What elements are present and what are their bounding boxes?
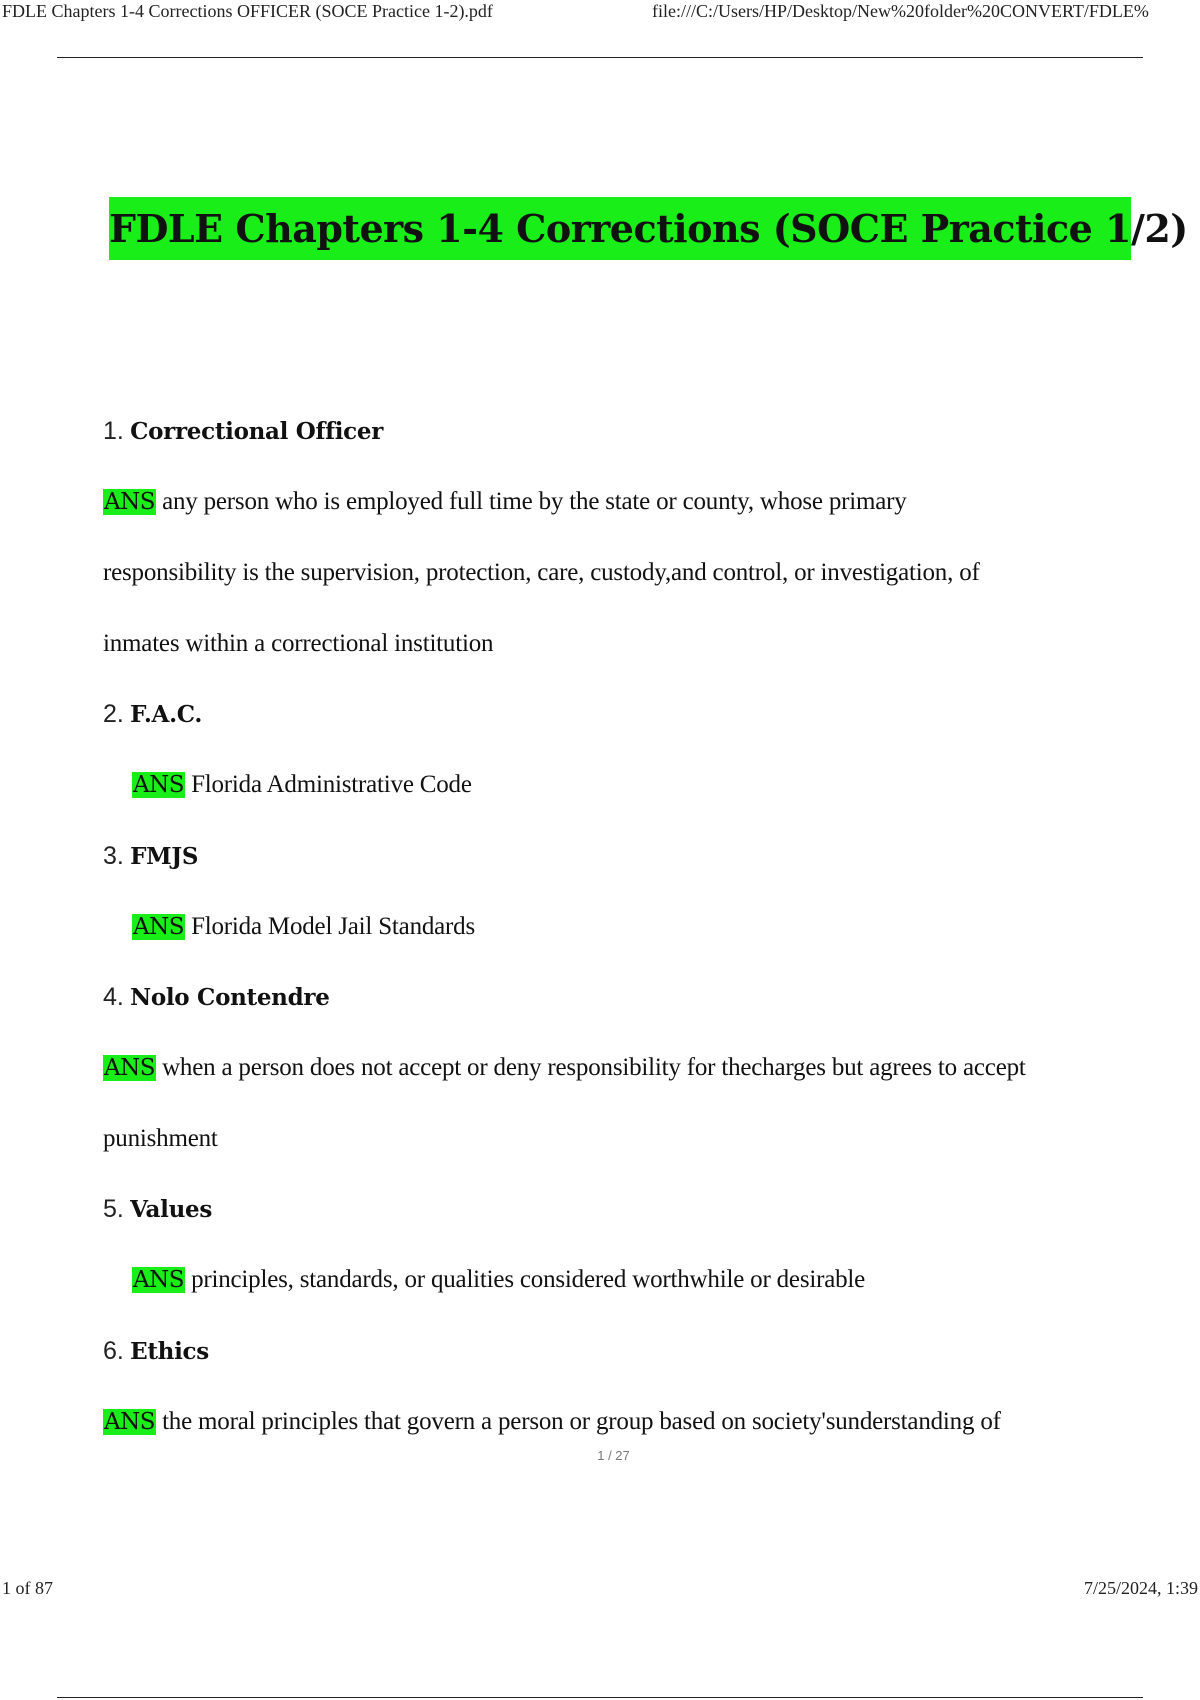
print-document-name: FDLE Chapters 1-4 Corrections OFFICER (SOCE Practice 1-2).pdf (2, 1, 493, 21)
ans-highlight: ANS (104, 1055, 155, 1081)
answer-line: punishment (103, 1125, 218, 1152)
item-term (103, 1335, 209, 1368)
answer-line: inmates within a correctional institution (103, 630, 494, 657)
item-number: 2. (103, 700, 124, 728)
answer-text: the moral principles that govern a person or group based on society'sunderstanding of (162, 1408, 1001, 1435)
answer-line (103, 1052, 1026, 1084)
document-title: FDLE Chapters 1-4 Corrections (SOCE Practice 1/2) (109, 197, 1131, 260)
term-label: F.A.C. (130, 701, 203, 728)
print-page-count: 1 of 87 (2, 1578, 53, 1598)
term-label: Ethics (130, 1338, 209, 1365)
term-label: Nolo Contendre (130, 984, 330, 1011)
page-indicator: 1 / 27 (597, 1448, 630, 1463)
item-number: 5. (103, 1195, 124, 1223)
answer-line (103, 1406, 1001, 1438)
print-header (0, 0, 1200, 26)
print-footer (0, 1578, 1200, 1604)
item-term (103, 1193, 212, 1226)
term-label: FMJS (130, 843, 199, 870)
item-term (103, 698, 202, 731)
footer-divider (57, 1697, 1143, 1698)
answer-line: responsibility is the supervision, protection, care, custody,and control, or investigation, of (103, 559, 980, 586)
answer-line (103, 486, 907, 518)
answer-text: principles, standards, or qualities considered worthwhile or desirable (191, 1266, 866, 1293)
answer-text: any person who is employed full time by the state or county, whose primary (162, 488, 907, 515)
ans-highlight: ANS (104, 489, 155, 515)
item-term (103, 840, 198, 873)
answer-line (132, 769, 472, 801)
item-number: 1. (103, 417, 124, 445)
item-term (103, 415, 383, 448)
print-timestamp: 7/25/2024, 1:39 (1083, 1578, 1198, 1598)
ans-highlight: ANS (133, 1267, 184, 1293)
item-number: 6. (103, 1337, 124, 1365)
term-label: Correctional Officer (130, 418, 384, 445)
item-term (103, 981, 330, 1014)
header-divider (57, 57, 1143, 58)
ans-highlight: ANS (133, 914, 184, 940)
ans-highlight: ANS (104, 1409, 155, 1435)
ans-highlight: ANS (133, 772, 184, 798)
answer-text: Florida Administrative Code (191, 771, 472, 798)
item-number: 4. (103, 983, 124, 1011)
answer-text: when a person does not accept or deny responsibility for thecharges but agrees to accept (162, 1054, 1026, 1081)
answer-text: Florida Model Jail Standards (191, 913, 476, 940)
answer-line (132, 1264, 865, 1296)
item-number: 3. (103, 842, 124, 870)
term-label: Values (130, 1196, 212, 1223)
answer-line (132, 911, 475, 943)
print-file-path: file:///C:/Users/HP/Desktop/New%20folder%20CONVERT/FDLE% (652, 1, 1149, 21)
